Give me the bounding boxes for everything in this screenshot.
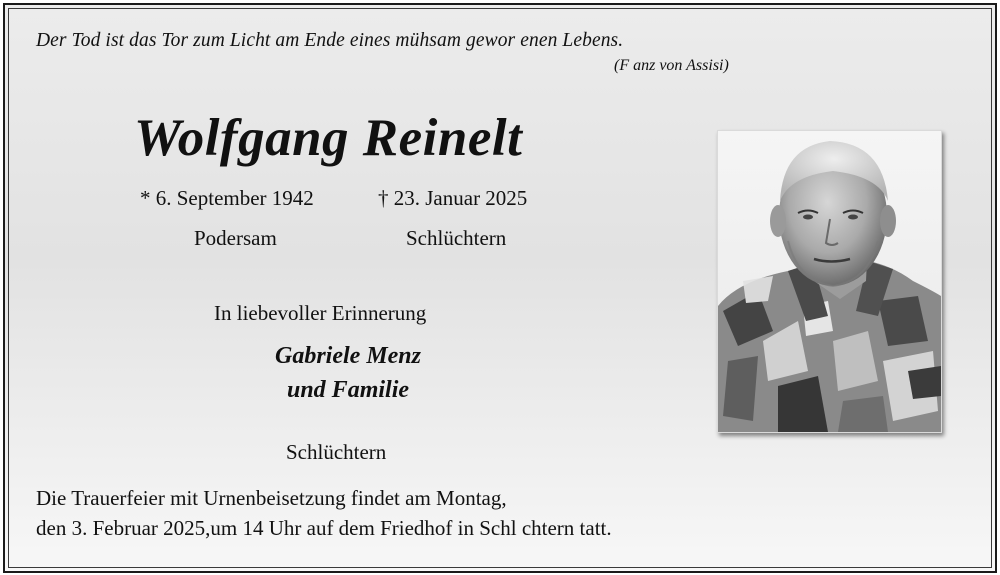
portrait-illustration: [718, 131, 941, 432]
death-date: † 23. Januar 2025: [378, 186, 528, 210]
ceremony-notice: [36, 483, 796, 543]
deceased-name: Wolfgang Reinelt: [134, 109, 523, 167]
mourner-name: Gabriele Menz: [275, 343, 421, 369]
portrait-photo: [717, 130, 942, 433]
death-place: Schlüchtern: [406, 226, 507, 250]
birth-date: * 6. September 1942: [140, 186, 314, 210]
quote-author: (F anz von Assisi): [614, 57, 729, 74]
birth-place: Podersam: [194, 226, 277, 250]
memory-intro: In liebevoller Erinnerung: [214, 301, 427, 325]
ceremony-line-2: den 3. Februar 2025,um 14 Uhr auf dem Friedhof in Schl chtern tatt.: [36, 516, 612, 540]
mourner-town: Schlüchtern: [286, 440, 387, 464]
quote-text: Der Tod ist das Tor zum Licht am Ende eines mühsam gewor enen Lebens.: [36, 30, 624, 51]
mourner-family: und Familie: [286, 377, 410, 403]
ceremony-line-1: Die Trauerfeier mit Urnenbeisetzung findet am Montag,: [36, 486, 507, 510]
mourners: [198, 339, 498, 407]
